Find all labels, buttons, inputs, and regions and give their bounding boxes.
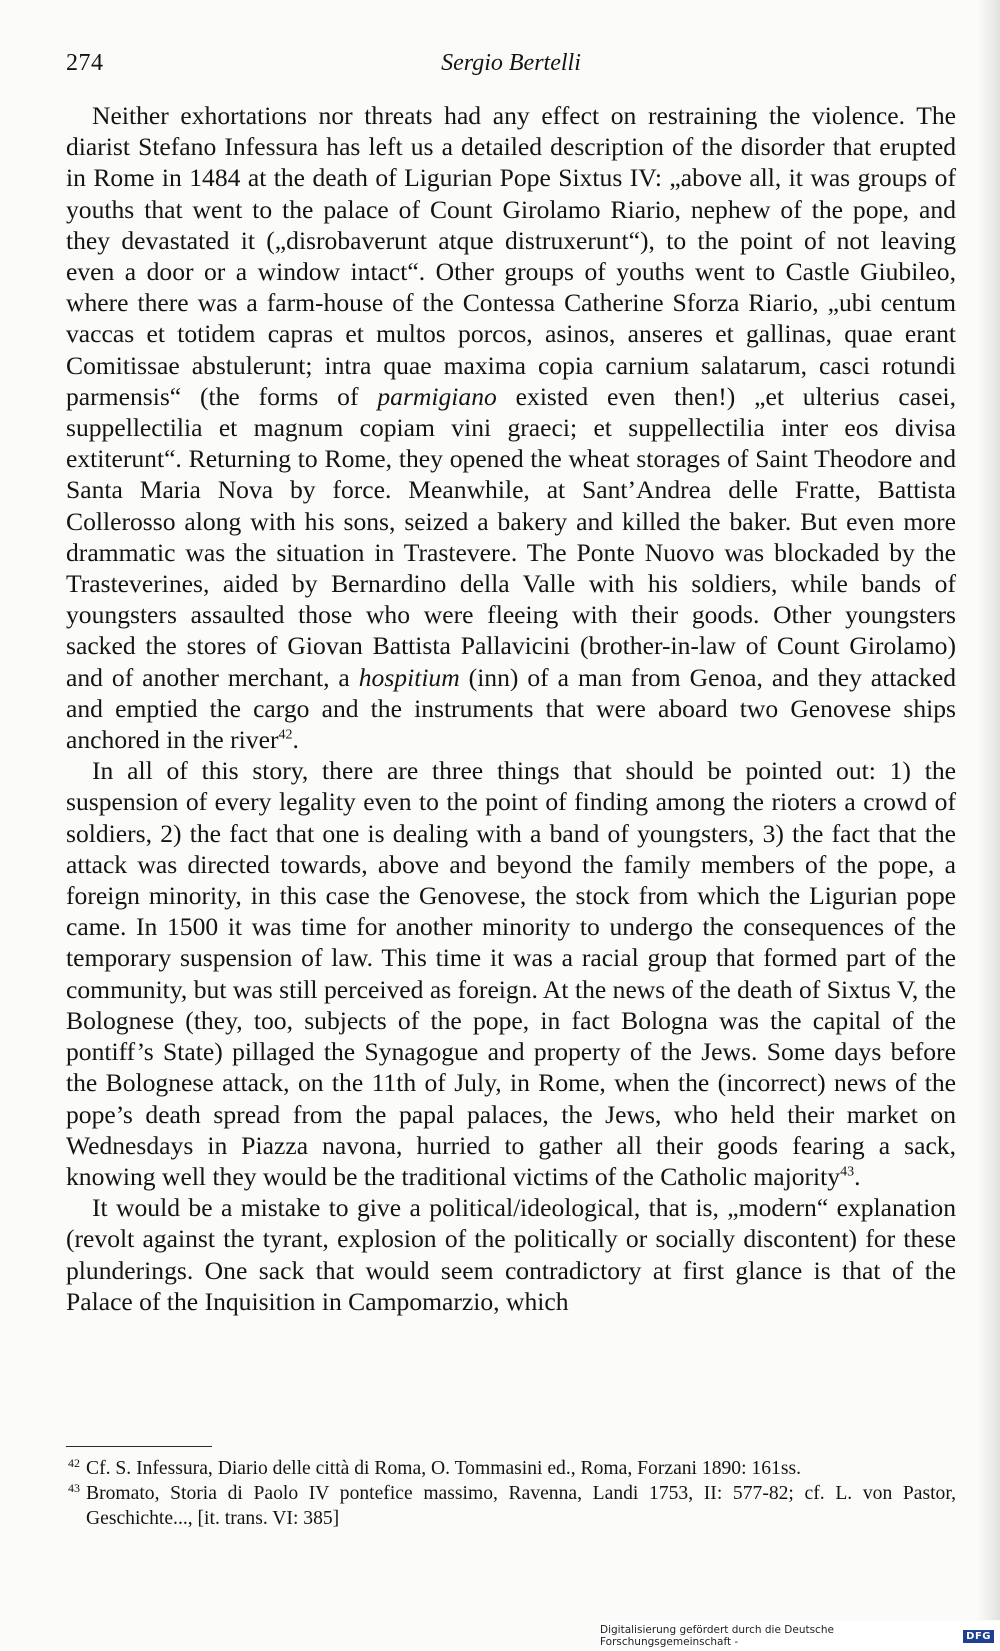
text-run: existed even then!) „et ulterius casei, suppellectilia et magnum copiam vini graeci; et suppellectilia inter eos divisa extiterunt“. Returning to Rome, they opened the wheat storages of Saint Theodore and Santa Maria Nova by force. Meanwhile, at Sant’Andrea delle Fratte, Battista Collerosso along with his sons, seized a bakery and killed the baker. But even more drammatic was the situation in Trastevere. The Ponte Nuovo was blockaded by the Trasteverines, aided by Bernardino della Valle with his soldiers, while bands of youngsters assaulted those who were fleeing with their goods. Other youngsters sacked the stores of Giovan Battista Pallavicini (brother-in-law of Count Girolamo) and of another merchant, a: [66, 381, 956, 692]
paragraph: [66, 1192, 956, 1317]
text-run: Neither exhortations nor threats had any effect on restraining the violence. The diarist Stefano Infessura has left us a detailed description of the disorder that erupted in Rome in 1484 at the death of Ligurian Pope Sixtus IV: „above all, it was groups of youths that went to the palace of Count Girolamo Riario, nephew of the pope, and they devastated it („disrobaverunt atque distruxerunt“), to the point of not leaving even a door or a window intact“. Other groups of youths went to Castle Giubileo, where there was a farm-house of the Contessa Catherine Sforza Riario, „ubi centum vaccas et totidem capras et multos porcos, asinos, anseres et gallinas, quae erant Comitissae abstulerunt; intra quae maxima copia carnium salatarum, casci rotundi parmensis“ (the forms of: [66, 101, 956, 411]
text-run: It would be a mistake to give a political/ideological, that is, „modern“ explanation (revolt against the tyrant, explosion of the politically or socially discontent) for these plunderings. One sack that would seem contradictory at first glance is that of the Palace of the Inquisition in Campomarzio, which: [66, 1193, 956, 1316]
running-head: [66, 50, 956, 86]
footnote-text: Cf. S. Infessura, Diario delle città di Roma, O. Tommasini ed., Roma, Forzani 1890: 161ss.: [86, 1458, 801, 1479]
running-head-author: Sergio Bertelli: [441, 50, 581, 76]
footnote-number: 42: [68, 1456, 80, 1470]
footnotes: [66, 1456, 956, 1531]
text-run: In all of this story, there are three things that should be pointed out: 1) the suspension of every legality even to the point of finding among the rioters a crowd of soldiers, 2) the fact that one is dealing with a band of youngsters, 3) the fact that the attack was directed towards, above and beyond the family members of the pope, a foreign minority, in this case the Genovese, the stock from which the Ligurian pope came. In 1500 it was time for another minority to undergo the consequences of the temporary suspension of law. This time it was a racial group that formed part of the community, but was still perceived as foreign. At the news of the death of Sixtus V, the Bolognese (they, too, subjects of the pope, in fact Bologna was the capital of the pontiff’s State) pillaged the Synagogue and property of the Jews. Some days before the Bolognese attack, on the 11th of July, in Rome, when the (incorrect) news of the pope’s death spread from the papal palaces, the Jews, who held their market on Wednesdays in Piazza navona, hurried to gather all their goods fearing a sack, knowing well they would be the traditional victims of the Catholic majority: [66, 756, 956, 1191]
digitization-banner: [600, 1621, 1000, 1651]
digitization-banner-text: Digitalisierung gefördert durch die Deutsche Forschungsgemeinschaft -: [600, 1624, 834, 1648]
paragraph: [66, 755, 956, 1192]
body-text: [66, 100, 956, 1317]
footnote-text: Bromato, Storia di Paolo IV pontefice massimo, Ravenna, Landi 1753, II: 577-82; cf. L. von Pastor, Geschichte..., [it. trans. VI: 385]: [86, 1483, 956, 1529]
footnote: [66, 1481, 956, 1531]
footnote: [66, 1456, 956, 1481]
italic-text: hospitium: [358, 662, 460, 692]
footnote-number: 43: [68, 1481, 80, 1495]
text-run: (inn) of a man from Genoa, and they attacked and emptied the cargo and the instruments that were aboard two Genovese ships anchored in the river: [66, 662, 956, 755]
paragraph: [66, 100, 956, 755]
footnote-reference: 43: [840, 1164, 855, 1180]
footnote-rule: [66, 1446, 212, 1447]
page-number: 274: [66, 50, 104, 76]
footnote-reference: 42: [278, 727, 293, 743]
dfg-logo: DFG: [963, 1630, 994, 1643]
italic-text: parmigiano: [377, 381, 497, 411]
page-edge-shadow: [978, 0, 1000, 1620]
text-run: .: [292, 725, 299, 755]
text-run: .: [854, 1161, 861, 1191]
